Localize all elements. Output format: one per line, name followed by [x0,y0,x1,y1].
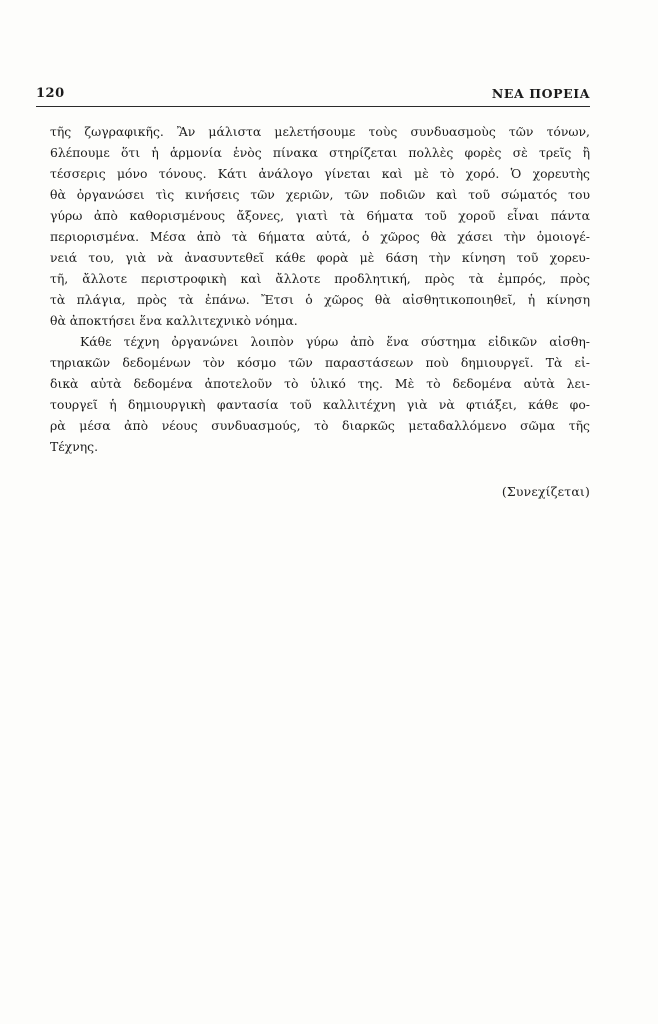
text-line: τῆς ζωγραφικῆς. Ἂν μάλιστα μελετήσουμε τοὺς συνδυασμοὺς τῶν τόνων, [50,124,590,139]
running-title: ΝΕΑ ΠΟΡΕΙΑ [491,86,590,101]
paragraph-2 [50,331,590,457]
page-number: 120 [36,86,65,101]
header-rule [36,106,590,107]
text-line: ρὰ μέσα ἀπὸ νέους συνδυασμούς, τὸ διαρκῶς μεταδαλλόμενο σῶμα τῆς [50,418,590,433]
text-line: νειά του, γιὰ νὰ ἀνασυντεθεῖ κάθε φορὰ μὲ 6άση τὴν κίνηση τοῦ χορευ- [50,250,590,265]
text-line: Τέχνης. [50,439,99,454]
text-line: Κάθε τέχνη ὀργανώνει λοιπὸν γύρω ἀπὸ ἕνα σύστημα εἰδικῶν αἰσθη- [80,334,590,349]
text-line: θὰ ὀργανώσει τὶς κινήσεις τῶν χεριῶν, τῶν ποδιῶν καὶ τοῦ σώματός του [50,187,590,202]
page-header [36,86,590,106]
paragraph-1 [50,121,590,331]
text-line: 6λέπουμε ὅτι ἡ ἁρμονία ἑνὸς πίνακα στηρίζεται πολλὲς φορὲς σὲ τρεῖς ἢ [50,145,590,160]
text-line: τῆ, ἄλλοτε περιστροφικὴ καὶ ἄλλοτε προδλητική, πρὸς τὰ ἐμπρός, πρὸς [50,271,590,286]
text-line: γύρω ἀπὸ καθορισμένους ἄξονες, γιατὶ τὰ 6ήματα τοῦ χοροῦ εἶναι πάντα [50,208,590,223]
text-line: τὰ πλάγια, πρὸς τὰ ἐπάνω. Ἔτσι ὁ χῶρος θὰ αἰσθητικοποιηθεῖ, ἡ κίνηση [50,292,590,307]
text-line: τέσσερις μόνο τόνους. Κάτι ἀνάλογο γίνεται καὶ μὲ τὸ χορό. Ὁ χορευτὴς [50,166,590,181]
text-line: θὰ ἀποκτήσει ἕνα καλλιτεχνικὸ νόημα. [50,313,298,328]
body-text [50,121,590,457]
text-line: τουργεῖ ἡ δημιουργικὴ φαντασία τοῦ καλλιτέχνη γιὰ νὰ φτιάξει, κάθε φο- [50,397,590,412]
text-line: τηριακῶν δεδομένων τὸν κόσμο τῶν παραστάσεων ποὺ δημιουργεῖ. Τὰ εἰ- [50,355,590,370]
text-line: δικὰ αὐτὰ δεδομένα ἀποτελοῦν τὸ ὑλικό της. Μὲ τὸ δεδομένα αὐτὰ λει- [50,376,590,391]
text-line: περιορισμένα. Μέσα ἀπὸ τὰ 6ήματα αὐτά, ὁ χῶρος θὰ χάσει τὴν ὁμοιογέ- [50,229,590,244]
continued-note: (Συνεχίζεται) [501,484,590,499]
